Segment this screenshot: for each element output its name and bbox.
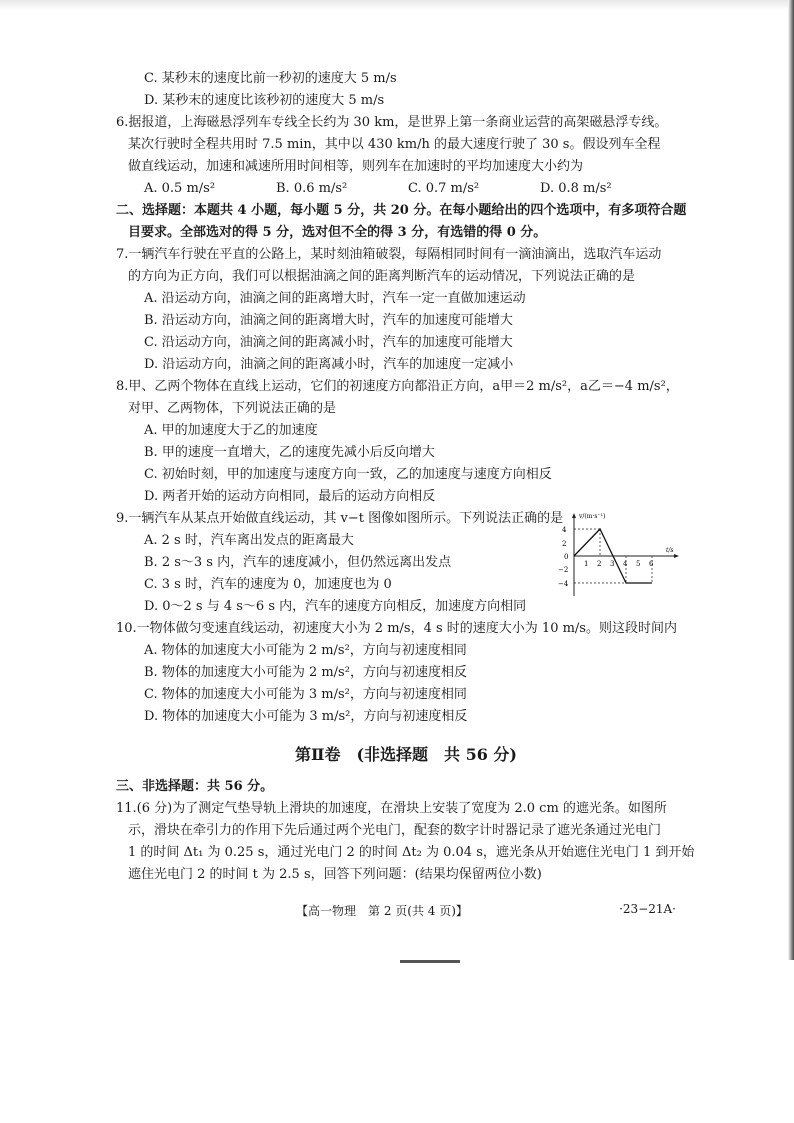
q9-block [116, 508, 676, 618]
q5-option-c: C. 某秒末的速度比前一秒初的速度大 5 m/s [144, 71, 397, 86]
scan-edge-top [0, 0, 794, 10]
q6-stem-3: 做直线运动，加速和减速所用时间相等，则列车在加速时的平均加速度大小约为 [128, 159, 584, 174]
q10-option-a: A. 物体的加速度大小可能为 2 m/s²，方向与初速度相同 [144, 643, 467, 658]
q6-stem-1: 6.据报道，上海磁悬浮列车专线全长约为 30 km，是世界上第一条商业运营的高架磁悬浮专线。 [116, 115, 668, 130]
page-content [116, 68, 695, 886]
q7-stem-2: 的方向为正方向，我们可以根据油滴之间的距离判断汽车的运动情况，下列说法正确的是 [128, 269, 636, 284]
q7-option-a: A. 沿运动方向，油滴之间的距离增大时，汽车一定一直做加速运动 [144, 291, 526, 306]
q7-option-b: B. 沿运动方向，油滴之间的距离增大时，汽车的加速度可能增大 [144, 313, 513, 328]
q11-stem-1: 11.(6 分)为了测定气垫导轨上滑块的加速度，在滑块上安装了宽度为 2.0 cm 的遮光条。如图所 [116, 801, 667, 816]
x-axis-arrow [674, 554, 679, 558]
y-axis-label: v/(m·s⁻¹) [579, 513, 606, 520]
scan-edge-right [788, 0, 794, 960]
q7-option-c: C. 沿运动方向，油滴之间的距离减小时，汽车的加速度可能增大 [144, 335, 513, 350]
q5-option-d: D. 某秒末的速度比该秒初的速度大 5 m/s [144, 93, 385, 108]
q9-stem: 9.一辆汽车从某点开始做直线运动，其 v−t 图像如图所示。下列说法正确的是 [116, 511, 564, 526]
q11-stem-4: 遮住光电门 2 的时间 t 为 2.5 s，回答下列问题：(结果均保留两位小数) [128, 867, 542, 882]
q6-stem-2: 某次行驶时全程共用时 7.5 min，其中以 430 km/h 的最大速度行驶了 30 s。假设列车全程 [128, 137, 661, 152]
x-tick-3: 3 [610, 560, 615, 568]
q8-stem-1: 8.甲、乙两个物体在直线上运动，它们的初速度方向都沿正方向，a甲＝2 m/s²，a乙＝−4 m/s²， [116, 379, 679, 394]
q9-option-c: C. 3 s 时，汽车的速度为 0，加速度也为 0 [144, 577, 392, 592]
y-tick-neg2: −2 [558, 566, 569, 574]
y-tick-4: 4 [562, 526, 567, 534]
q10-option-c: C. 物体的加速度大小可能为 3 m/s²，方向与初速度相同 [144, 687, 467, 702]
q10-stem: 10.一物体做匀变速直线运动，初速度大小为 2 m/s，4 s 时的速度大小为 10 m/s。则这段时间内 [116, 621, 677, 636]
q6-options [116, 178, 676, 200]
q9-option-a: A. 2 s 时，汽车离出发点的距离最大 [144, 533, 354, 548]
section2-heading-2: 目要求。全部选对的得 5 分，选对但不全的得 3 分，有选错的得 0 分。 [128, 225, 547, 240]
part2-title: 第Ⅱ卷 (非选择题 共 56 分) [294, 745, 518, 764]
y-tick-2: 2 [562, 540, 567, 548]
y-tick-neg4: −4 [558, 580, 569, 588]
q8-option-b: B. 甲的速度一直增大，乙的速度先减小后反向增大 [144, 445, 435, 460]
q8-option-c: C. 初始时刻，甲的加速度与速度方向一致，乙的加速度与速度方向相反 [144, 467, 552, 482]
q8-stem-2: 对甲、乙两物体，下列说法正确的是 [128, 401, 337, 416]
x-tick-4: 4 [623, 560, 628, 568]
q11-stem-3: 1 的时间 Δt₁ 为 0.25 s，通过光电门 2 的时间 Δt₂ 为 0.04 s，遮光条从开始遮住光电门 1 到开始 [128, 845, 695, 860]
section2-heading-1: 二、选择题：本题共 4 小题，每小题 5 分，共 20 分。在每小题给出的四个选项中，有多项符合题 [116, 203, 687, 218]
q6-option-b: B. 0.6 m/s² [276, 181, 348, 196]
q9-option-b: B. 2 s～3 s 内，汽车的速度减小，但仍然远离出发点 [144, 555, 452, 570]
x-tick-2: 2 [597, 560, 602, 568]
x-axis-label: t/s [666, 547, 674, 554]
q9-option-d: D. 0～2 s 与 4 s～6 s 内，汽车的速度方向相反，加速度方向相同 [144, 599, 527, 614]
y-tick-0: 0 [564, 553, 569, 561]
footer-page-info: 【高一物理 第 2 页(共 4 页)】 [296, 904, 468, 918]
q6-option-c: C. 0.7 m/s² [408, 181, 480, 196]
x-tick-6: 6 [649, 560, 654, 568]
y-axis-arrow [572, 513, 576, 518]
section3-heading: 三、非选择题：共 56 分。 [116, 779, 274, 794]
q8-option-d: D. 两者开始的运动方向相同，最后的运动方向相反 [144, 489, 436, 504]
footer-code: ·23−21A· [619, 902, 676, 916]
scan-mark [400, 960, 460, 963]
q10-option-d: D. 物体的加速度大小可能为 3 m/s²，方向与初速度相反 [144, 709, 468, 724]
q7-stem-1: 7.一辆汽车行驶在平直的公路上，某时刻油箱破裂，每隔相同时间有一滴油滴出，选取汽车运动 [116, 247, 662, 262]
q8-option-a: A. 甲的加速度大于乙的加速度 [144, 423, 318, 438]
q10-option-b: B. 物体的加速度大小可能为 2 m/s²，方向与初速度相反 [144, 665, 467, 680]
q7-option-d: D. 沿运动方向，油滴之间的距离减小时，汽车的加速度一定减小 [144, 357, 514, 372]
page-footer [116, 902, 676, 922]
x-tick-5: 5 [636, 560, 641, 568]
q9-vt-graph [552, 508, 682, 600]
q11-stem-2: 示，滑块在牵引力的作用下先后通过两个光电门，配套的数字计时器记录了遮光条通过光电门 [128, 823, 662, 838]
q6-option-a: A. 0.5 m/s² [144, 181, 216, 196]
x-tick-1: 1 [584, 560, 589, 568]
q6-option-d: D. 0.8 m/s² [540, 181, 612, 196]
